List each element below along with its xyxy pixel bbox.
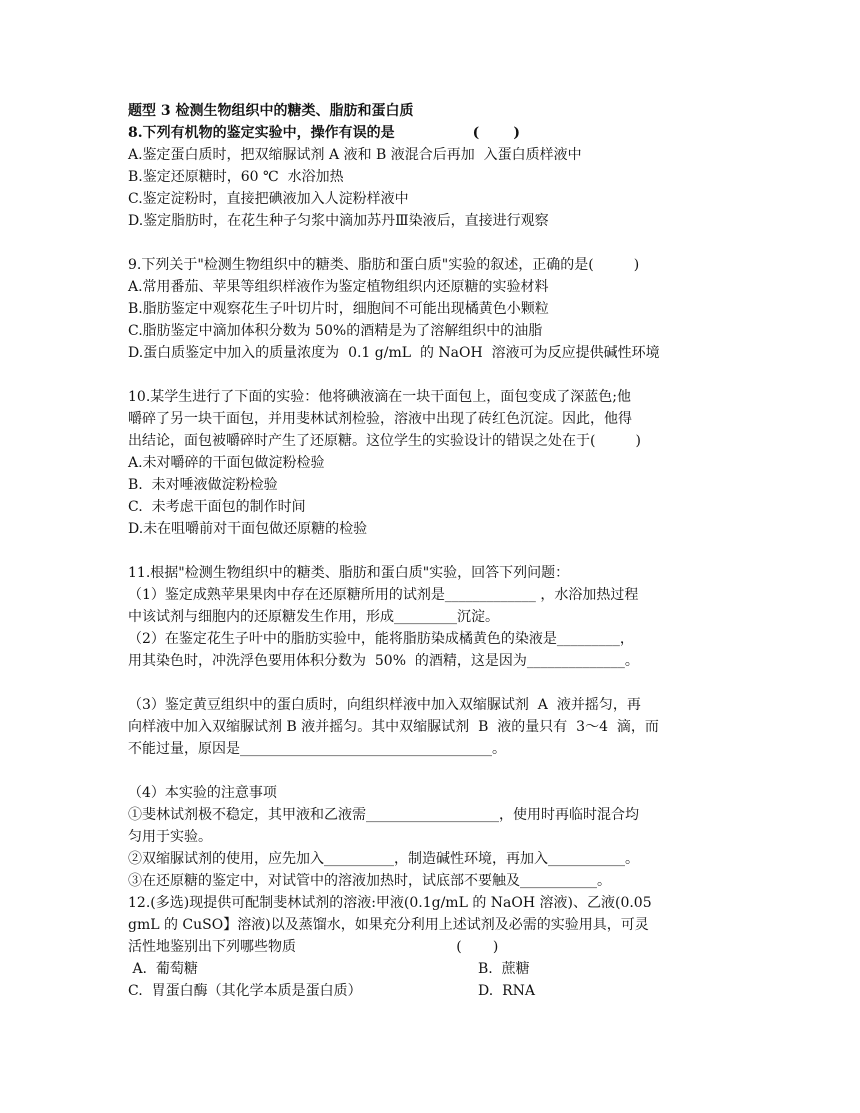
- q11-part4-title: （4）本实验的注意事项: [128, 785, 277, 801]
- q11-part4-line-4: ③在还原糖的鉴定中，对试管中的溶液加热时，试底部不要触及___________。: [128, 873, 611, 889]
- q11-part3-line-1: （3）鉴定黄豆组织中的蛋白质时，向组织样液中加入双缩脲试剂 A 液并摇匀，再: [128, 697, 641, 713]
- q12-options-row-2: [128, 980, 738, 1002]
- q10-option-b: B. 未对唾液做淀粉检验: [128, 477, 278, 493]
- q9-option-d: D.蛋白质鉴定中加入的质量浓度为 0.1 g/mL 的 NaOH 溶液可为反应提供碱性环境: [128, 345, 660, 361]
- q12-option-a: A. 葡萄糖: [128, 961, 198, 977]
- q11-part3-line-2: 向样液中加入双缩脲试剂 B 液并摇匀。其中双缩脲试剂 B 液的量只有 3～4 滴，而: [128, 719, 659, 735]
- q12-option-c: C. 胃蛋白酶（其化学本质是蛋白质）: [128, 983, 362, 999]
- q12-options-row-1: [128, 958, 738, 980]
- q10-option-c: C. 未考虑干面包的制作时间: [128, 499, 306, 515]
- q10-stem-line-2: 嚼碎了另一块干面包，并用斐林试剂检验，溶液中出现了砖红色沉淀。因此，他得: [128, 411, 632, 427]
- q8-option-c: C.鉴定淀粉时，直接把碘液加入人淀粉样液中: [128, 191, 409, 207]
- q12-stem-line-3: 活性地鉴别出下列哪些物质 ( ): [128, 939, 499, 955]
- q12-option-d: D. RNA: [478, 983, 535, 999]
- q10-option-d: D.未在咀嚼前对干面包做还原糖的检验: [128, 521, 368, 537]
- q11-part1-line-1: （1）鉴定成熟苹果果肉中存在还原糖所用的试剂是_____________ ，水浴加热过程: [128, 587, 639, 603]
- q9-option-c: C.脂肪鉴定中滴加体积分数为 50%的酒精是为了溶解组织中的油脂: [128, 323, 543, 339]
- q8-option-b: B.鉴定还原糖时，60 ℃ 水浴加热: [128, 169, 344, 185]
- q11-part1-line-2: 中该试剂与细胞内的还原糖发生作用，形成_________沉淀。: [128, 609, 499, 625]
- q12-stem-line-2: gmL 的 CuSO】溶液)以及蒸馏水，如果充分利用上述试剂及必需的实验用具，可灵: [128, 917, 649, 933]
- q11-part3-line-3: 不能过量，原因是____________________________________。: [128, 741, 506, 757]
- q10-stem-line-1: 10.某学生进行了下面的实验：他将碘液滴在一块干面包上，面包变成了深蓝色;他: [128, 389, 631, 405]
- q10-option-a: A.未对嚼碎的干面包做淀粉检验: [128, 455, 325, 471]
- q9-option-b: B.脂肪鉴定中观察花生子叶切片时，细胞间不可能出现橘黄色小颗粒: [128, 301, 549, 317]
- q10-stem-line-3: 出结论，面包被嚼碎时产生了还原糖。这位学生的实验设计的错误之处在于( ): [128, 433, 641, 449]
- q11-part2-line-1: （2）在鉴定花生子叶中的脂肪实验中，能将脂肪染成橘黄色的染液是_________，: [128, 631, 634, 647]
- q11-part2-line-2: 用其染色时，冲洗浮色要用体积分数为 50% 的酒精，这是因为______________。: [128, 653, 639, 669]
- q12-stem-line-1: 12.(多选)现提供可配制斐林试剂的溶液:甲液(0.1g/mL 的 NaOH 溶液)、乙液(0.05: [128, 895, 652, 911]
- q12-option-b: B. 蔗糖: [478, 961, 530, 977]
- q11-stem: 11.根据"检测生物组织中的糖类、脂肪和蛋白质"实验，回答下列问题：: [128, 565, 570, 581]
- worksheet: [128, 100, 738, 1002]
- q8-option-d: D.鉴定脂肪时，在花生种子匀浆中滴加苏丹Ⅲ染液后，直接进行观察: [128, 213, 549, 229]
- q11-part4-line-3: ②双缩脲试剂的使用，应先加入__________，制造碱性环境，再加入___________。: [128, 851, 639, 867]
- q11-part4-line-1: ①斐林试剂极不稳定，其甲液和乙液需___________________，使用时再临时混合均: [128, 807, 639, 823]
- q9-stem: 9.下列关于"检测生物组织中的糖类、脂肪和蛋白质"实验的叙述，正确的是( ): [128, 257, 640, 273]
- q8-option-a: A.鉴定蛋白质时，把双缩脲试剂 A 液和 B 液混合后再加 入蛋白质样液中: [128, 147, 582, 163]
- q8-stem: 8.下列有机物的鉴定实验中，操作有误的是 ( ): [128, 125, 520, 141]
- section-title: 题型 3 检测生物组织中的糖类、脂肪和蛋白质: [128, 103, 414, 119]
- q11-part4-line-2: 匀用于实验。: [128, 829, 212, 845]
- q9-option-a: A.常用番茄、苹果等组织样液作为鉴定植物组织内还原糖的实验材料: [128, 279, 549, 295]
